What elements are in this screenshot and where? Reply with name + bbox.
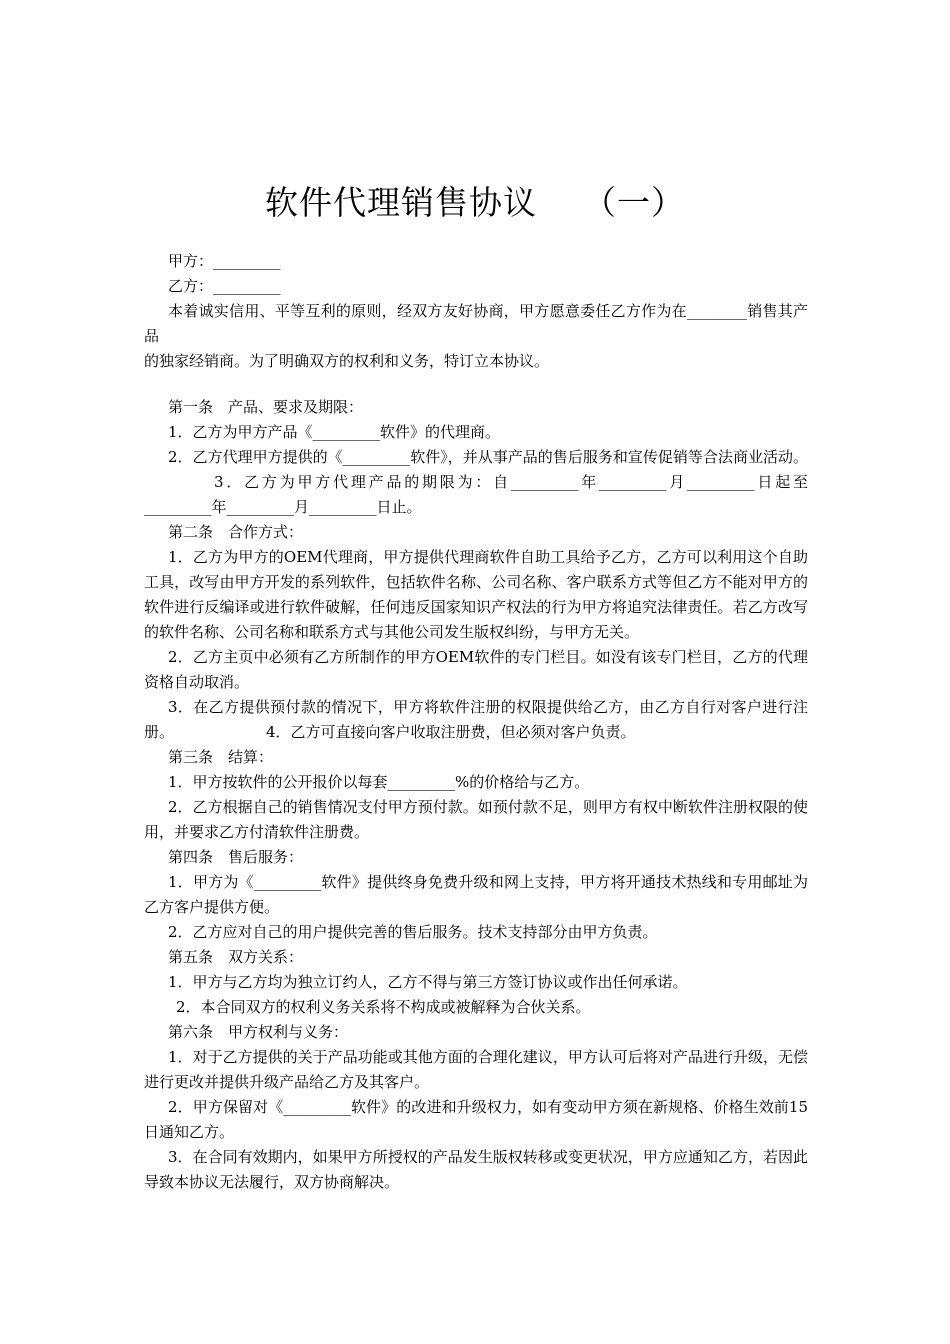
article-4-heading: 第四条 售后服务：	[168, 848, 304, 866]
article-1-clause-2: 2．乙方代理甲方提供的《_________软件》，并从事产品的售后服务和宣传促销等合法商业活动。	[168, 448, 808, 466]
article-4-clause-1: 1．甲方为《_________软件》提供终身免费升级和网上支持，甲方将开通技术热线和专用邮址为乙方客户提供方便。	[144, 873, 808, 916]
article-5-clause-2: 2．本合同双方的权利义务关系将不构成或被解释为合伙关系。	[176, 998, 591, 1016]
article-2-clause-1: 1．乙方为甲方的OEM代理商，甲方提供代理商软件自助工具给予乙方，乙方可以利用这个自助工具，改写由甲方开发的系列软件，包括软件名称、公司名称、客户联系方式等但乙方不能对甲方的软件进行反编译或进行软件破解，任何违反国家知识产权法的行为甲方将追究法律责任。若乙方改写的软件名称、公司名称和联系方式与其他公司发生版权纠纷，与甲方无关。	[144, 548, 808, 641]
article-3-clause-2: 2．乙方根据自己的销售情况支付甲方预付款。如预付款不足，则甲方有权中断软件注册权限的使用，并要求乙方付清软件注册费。	[144, 798, 808, 841]
article-4-clause-2: 2．乙方应对自己的用户提供完善的售后服务。技术支持部分由甲方负责。	[168, 923, 658, 941]
article-2-clause-4: 4．乙方可直接向客户收取注册费，但必须对客户负责。	[266, 723, 636, 741]
article-6-clause-2: 2．甲方保留对《_________软件》的改进和升级权力，如有变动甲方须在新规格、价格生效前15日通知乙方。	[144, 1098, 808, 1141]
document-body	[144, 249, 808, 1195]
title-sub: （一）	[583, 183, 685, 222]
document-title	[0, 180, 950, 226]
article-2-clause-3: 3．在乙方提供预付款的情况下，甲方将软件注册的权限提供给乙方，由乙方自行对客户进行注册。	[144, 698, 808, 741]
article-1-clause-3: 3．乙方为甲方代理产品的期限为：自_________年_________月_________日起至_________年_________月_________日止。	[144, 473, 808, 516]
preamble-continuation: 的独家经销商。为了明确双方的权利和义务，特订立本协议。	[144, 352, 550, 370]
article-5-heading: 第五条 双方关系：	[168, 948, 304, 966]
article-6-clause-3: 3．在合同有效期内，如果甲方所授权的产品发生版权转移或变更状况，甲方应通知乙方，若因此导致本协议无法履行，双方协商解决。	[144, 1148, 808, 1191]
article-3-clause-1: 1．甲方按软件的公开报价以每套_________%的价格给与乙方。	[168, 773, 590, 791]
article-1-clause-2-3	[144, 445, 808, 520]
blank-line	[144, 374, 808, 395]
article-2-clause-3-4	[144, 695, 808, 745]
article-1-heading: 第一条 产品、要求及期限：	[168, 398, 364, 416]
preamble-paragraph: 本着诚实信用、平等互利的原则，经双方友好协商，甲方愿意委任乙方作为在________销售其产品	[144, 302, 808, 345]
article-2-heading: 第二条 合作方式：	[168, 523, 304, 541]
party-a-line: 甲方：_________	[168, 252, 281, 270]
article-3-heading: 第三条 结算：	[168, 748, 274, 766]
party-b-line: 乙方：_________	[168, 277, 281, 295]
article-6-clause-1: 1．对于乙方提供的关于产品功能或其他方面的合理化建议，甲方认可后将对产品进行升级，无偿进行更改并提供升级产品给乙方及其客户。	[144, 1048, 808, 1091]
article-6-heading: 第六条 甲方权利与义务：	[168, 1023, 349, 1041]
article-2-clause-2: 2．乙方主页中必须有乙方所制作的甲方OEM软件的专门栏目。如没有该专门栏目，乙方的代理资格自动取消。	[144, 648, 808, 691]
title-main: 软件代理销售协议	[265, 183, 537, 222]
article-5-clause-1: 1．甲方与乙方均为独立订约人，乙方不得与第三方签订协议或作出任何承诺。	[168, 973, 688, 991]
article-1-clause-1: 1．乙方为甲方产品《_________软件》的代理商。	[168, 423, 501, 441]
